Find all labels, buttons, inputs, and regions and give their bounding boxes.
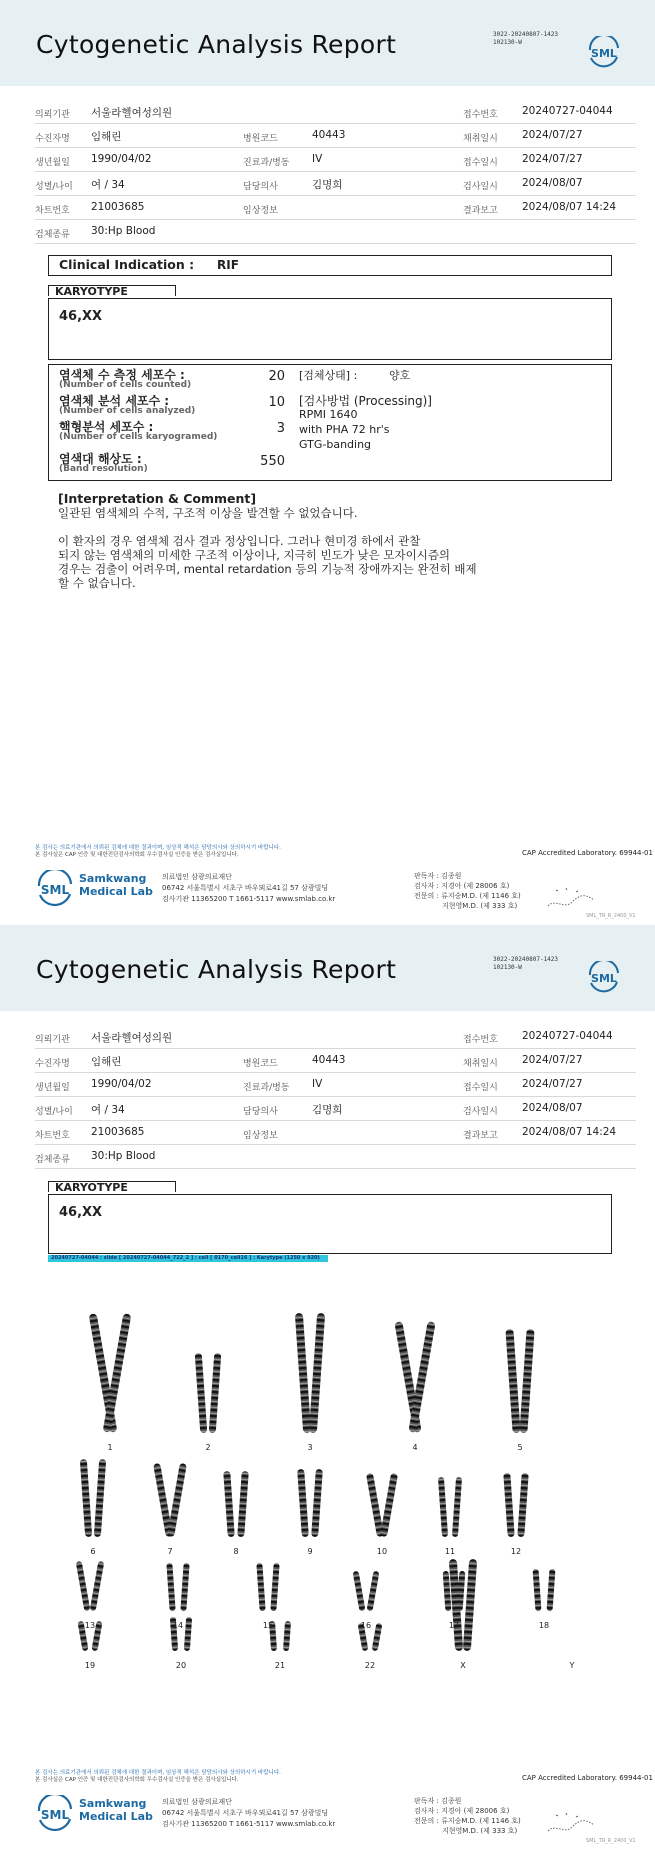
chromosome-5 xyxy=(505,1329,520,1433)
patient-name: 임해린 xyxy=(91,1056,122,1068)
institution: 서울라헬여성의원 xyxy=(91,107,173,119)
karyotype-tab: KARYOTYPE xyxy=(48,1181,176,1192)
chromosome-label: 15 xyxy=(262,1621,274,1630)
info-row: 수진자명 임해린 병원코드 40443 채취일시 2024/07/27 xyxy=(35,124,636,148)
footer-note: 본 검사는 의료기관에서 의뢰된 검체에 대한 결과이며, 임상적 해석은 담당의사와 상의하시기 바랍니다. xyxy=(35,1770,281,1776)
receive-date: 2024/07/27 xyxy=(522,1078,583,1090)
chromosome-14 xyxy=(166,1563,175,1611)
footer-note: 본 검사실은 CAP 인증 및 대한진단검사의학회 우수검사실 인증을 받은 검사실입니다. xyxy=(35,1777,239,1783)
chromosome-11 xyxy=(438,1477,448,1537)
sml-logo-icon xyxy=(35,1795,75,1831)
chromosome-18 xyxy=(547,1569,556,1611)
chromosome-label: 3 xyxy=(307,1443,313,1452)
patient-name: 임해린 xyxy=(91,131,122,143)
chromosome-13 xyxy=(76,1561,91,1611)
signature-icon xyxy=(546,880,596,914)
sex-age: 여 / 34 xyxy=(91,179,125,191)
dob: 1990/04/02 xyxy=(91,1078,152,1090)
info-row: 생년월일 1990/04/02 진료과/병동 IV 접수일시 2024/07/27 xyxy=(35,1073,636,1097)
chromosome-label: 2 xyxy=(205,1443,211,1452)
chromosome-label: 13 xyxy=(84,1621,96,1630)
chromosome-label: 19 xyxy=(84,1661,96,1670)
collect-date: 2024/07/27 xyxy=(522,1054,583,1066)
chromosome-12 xyxy=(503,1473,514,1537)
info-row: 의뢰기관 서울라헬여성의원 접수번호 20240727-04044 xyxy=(35,100,636,124)
karyogram-svg xyxy=(48,1265,610,1675)
chromosome-label: 18 xyxy=(538,1621,550,1630)
sml-logo-icon xyxy=(586,961,622,993)
karyogram-caption: 20240727-04044 : slide [ 20240727-04044_722_2 ] : cell [ 0170_cell16 ] : Karytype (1250 x 920) xyxy=(48,1255,328,1262)
chromosome-label: 5 xyxy=(517,1443,523,1452)
sml-logo-icon xyxy=(586,36,622,68)
chromosome-13 xyxy=(90,1561,105,1611)
chromosome-10 xyxy=(380,1473,398,1537)
report-date: 2024/08/07 14:24 xyxy=(522,201,617,213)
interpretation-line: 일관된 염색체의 수적, 구조적 이상을 발견할 수 없었습니다. xyxy=(58,506,358,520)
info-row: 의뢰기관 서울라헬여성의원 접수번호 20240727-04044 xyxy=(35,1025,636,1049)
form-version: SML_TR_R_2400_V1 xyxy=(586,1838,636,1844)
karyotype-value: 46,XX xyxy=(59,1205,103,1220)
chromosome-label: 21 xyxy=(274,1661,286,1670)
chromosome-11 xyxy=(452,1477,462,1537)
footer-staff: 판독자 : 김종원 검사자 : 지경아 (제 28006 호) 전문의 : 류지숭M.D. (제 1146 호) 지현영M.D. (제 333 호) xyxy=(414,1797,521,1835)
footer-address: 의료법인 삼광의료재단 06742 서울특별시 서초구 바우뫼로41길 57 삼광빌딩 검사기관 11365200 T 1661-5117 www.smlab.co.kr xyxy=(162,873,336,903)
chromosome-2 xyxy=(195,1353,208,1433)
chromosome-8 xyxy=(237,1471,249,1537)
hospital-code: 40443 xyxy=(312,129,346,141)
department: IV xyxy=(312,153,323,165)
method-line: GTG-banding xyxy=(299,438,372,451)
footer-note: 본 검사실은 CAP 인증 및 대한진단검사의학회 우수검사실 인증을 받은 검사실입니다. xyxy=(35,852,239,858)
chromosome-label: 20 xyxy=(175,1661,187,1670)
interpretation-line: 경우는 검출이 어려우며, mental retardation 등의 기능적 장애까지는 완전히 배제 xyxy=(58,562,477,576)
chromosome-5 xyxy=(519,1329,534,1433)
info-row: 생년월일 1990/04/02 진료과/병동 IV 접수일시 2024/07/27 xyxy=(35,148,636,172)
footer-note: 본 검사는 의료기관에서 의뢰된 검체에 대한 결과이며, 임상적 해석은 담당의사와 상의하시기 바랍니다. xyxy=(35,845,281,851)
cell-count-box xyxy=(48,364,612,481)
cells-karyogramed-value: 3 xyxy=(276,421,285,436)
report-header xyxy=(0,925,655,1011)
svg-text:SML: SML xyxy=(591,972,617,985)
chromosome-16 xyxy=(367,1571,380,1611)
svg-text:SML: SML xyxy=(40,1808,70,1822)
cells-analyzed-label: 염색체 분석 세포수 : (Number of cells analyzed) xyxy=(59,394,196,416)
report-page-2 xyxy=(0,925,655,1850)
receipt-no: 20240727-04044 xyxy=(522,1030,613,1042)
sml-logo-icon xyxy=(35,870,75,906)
chromosome-10 xyxy=(366,1473,384,1537)
institution: 서울라헬여성의원 xyxy=(91,1032,173,1044)
clinical-indication-box: Clinical Indication : RIF xyxy=(48,255,612,276)
chromosome-label: 9 xyxy=(307,1547,313,1556)
report-date: 2024/08/07 14:24 xyxy=(522,1126,617,1138)
sex-age: 여 / 34 xyxy=(91,1104,125,1116)
chromosome-label: 12 xyxy=(510,1547,522,1556)
chromosome-15 xyxy=(256,1563,265,1611)
chromosome-label: 10 xyxy=(376,1547,388,1556)
chromosome-label: 11 xyxy=(444,1547,456,1556)
chromosome-4 xyxy=(408,1321,435,1433)
info-row: 차트번호 21003685 임상정보 결과보고 2024/08/07 14:24 xyxy=(35,196,636,220)
interpretation-line: 되지 않는 염색체의 미세한 구조적 이상이나, 지극히 빈도가 낮은 모자이시즘의 xyxy=(58,548,451,562)
chromosome-3 xyxy=(295,1313,311,1433)
karyotype-box xyxy=(48,1194,612,1254)
footer-staff: 판독자 : 김종원 검사자 : 지경아 (제 28006 호) 전문의 : 류지숭M.D. (제 1146 호) 지현영M.D. (제 333 호) xyxy=(414,872,521,910)
chromosome-9 xyxy=(297,1469,309,1537)
interpretation-line: 이 환자의 경우 염색체 검사 결과 정상입니다. 그러나 현미경 하에서 관찰 xyxy=(58,534,421,548)
report-title: Cytogenetic Analysis Report xyxy=(36,30,397,59)
signature-icon xyxy=(546,1805,596,1839)
method-line: RPMI 1640 xyxy=(299,408,358,421)
interpretation-line: 할 수 없습니다. xyxy=(58,576,136,590)
chromosome-label: 17 xyxy=(448,1621,460,1630)
cells-karyogramed-label: 핵형분석 세포수 : (Number of cells karyogramed) xyxy=(59,420,218,442)
cap-accreditation: CAP Accredited Laboratory. 69944-01 xyxy=(522,849,653,857)
karyotype-box xyxy=(48,298,612,360)
interpretation-title: [Interpretation & Comment] xyxy=(58,491,257,506)
report-code: 3022-20240807-1423 102130-W xyxy=(493,31,559,46)
doctor: 김명희 xyxy=(312,1104,343,1116)
clinical-indication-value: RIF xyxy=(217,258,239,272)
patient-info-table xyxy=(35,1025,636,1169)
chromosome-2 xyxy=(209,1353,222,1433)
cells-counted-value: 20 xyxy=(268,369,285,384)
karyotype-value: 46,XX xyxy=(59,309,103,324)
method-label: [검사방법 (Processing)] xyxy=(299,394,432,408)
dob: 1990/04/02 xyxy=(91,153,152,165)
cells-counted-label: 염색체 수 측정 세포수 : (Number of cells counted) xyxy=(59,368,192,390)
chromosome-label: 8 xyxy=(233,1547,239,1556)
band-resolution-value: 550 xyxy=(260,454,285,469)
band-resolution-label: 염색대 해상도 : (Band resolution) xyxy=(59,452,148,474)
chromosome-label: Y xyxy=(569,1661,575,1670)
receive-date: 2024/07/27 xyxy=(522,153,583,165)
specimen: 30:Hp Blood xyxy=(91,1150,156,1162)
chromosome-16 xyxy=(353,1571,366,1611)
specimen-status-label: [검체상태] : xyxy=(299,369,358,382)
chromosome-8 xyxy=(223,1471,235,1537)
info-row: 검체종류 30:Hp Blood xyxy=(35,1145,636,1169)
hospital-code: 40443 xyxy=(312,1054,346,1066)
cap-accreditation: CAP Accredited Laboratory. 69944-01 xyxy=(522,1774,653,1782)
chromosome-X xyxy=(463,1559,477,1651)
karyogram-image xyxy=(48,1265,610,1675)
chromosome-18 xyxy=(533,1569,542,1611)
specimen-status-value: 양호 xyxy=(389,369,411,382)
chromosome-label: 1 xyxy=(107,1443,113,1452)
info-row: 성별/나이 여 / 34 담당의사 김명희 검사일시 2024/08/07 xyxy=(35,172,636,196)
department: IV xyxy=(312,1078,323,1090)
svg-text:SML: SML xyxy=(40,883,70,897)
report-code: 3022-20240807-1423 102130-W xyxy=(493,956,559,971)
chromosome-15 xyxy=(270,1563,279,1611)
footer-brand: Samkwang Medical Lab xyxy=(79,872,153,898)
chromosome-21 xyxy=(283,1621,291,1651)
patient-info-table xyxy=(35,100,636,244)
chart-no: 21003685 xyxy=(91,201,145,213)
test-date: 2024/08/07 xyxy=(522,177,583,189)
karyotype-tab: KARYOTYPE xyxy=(48,285,176,296)
collect-date: 2024/07/27 xyxy=(522,129,583,141)
info-row: 검체종류 30:Hp Blood xyxy=(35,220,636,244)
chromosome-6 xyxy=(80,1459,92,1537)
chromosome-label: X xyxy=(460,1661,466,1670)
chromosome-label: 16 xyxy=(360,1621,372,1630)
chromosome-label: 14 xyxy=(172,1621,184,1630)
chromosome-14 xyxy=(180,1563,189,1611)
chromosome-label: 4 xyxy=(412,1443,418,1452)
report-header xyxy=(0,0,655,86)
chromosome-7 xyxy=(167,1463,187,1537)
report-title: Cytogenetic Analysis Report xyxy=(36,955,397,984)
footer-brand: Samkwang Medical Lab xyxy=(79,1797,153,1823)
chromosome-6 xyxy=(94,1459,106,1537)
cells-analyzed-value: 10 xyxy=(268,395,285,410)
info-row: 성별/나이 여 / 34 담당의사 김명희 검사일시 2024/08/07 xyxy=(35,1097,636,1121)
chromosome-label: 6 xyxy=(90,1547,96,1556)
doctor: 김명희 xyxy=(312,179,343,191)
chromosome-12 xyxy=(517,1473,528,1537)
info-row: 차트번호 21003685 임상정보 결과보고 2024/08/07 14:24 xyxy=(35,1121,636,1145)
chromosome-label: 7 xyxy=(167,1547,173,1556)
form-version: SML_TR_R_2400_V1 xyxy=(586,913,636,919)
test-date: 2024/08/07 xyxy=(522,1102,583,1114)
svg-text:SML: SML xyxy=(591,47,617,60)
footer-address: 의료법인 삼광의료재단 06742 서울특별시 서초구 바우뫼로41길 57 삼광빌딩 검사기관 11365200 T 1661-5117 www.smlab.co.kr xyxy=(162,1798,336,1828)
method-line: with PHA 72 hr's xyxy=(299,423,390,436)
chart-no: 21003685 xyxy=(91,1126,145,1138)
chromosome-label: 22 xyxy=(364,1661,376,1670)
specimen: 30:Hp Blood xyxy=(91,225,156,237)
chromosome-3 xyxy=(309,1313,325,1433)
chromosome-9 xyxy=(311,1469,323,1537)
receipt-no: 20240727-04044 xyxy=(522,105,613,117)
interpretation-section xyxy=(58,492,618,590)
info-row: 수진자명 임해린 병원코드 40443 채취일시 2024/07/27 xyxy=(35,1049,636,1073)
